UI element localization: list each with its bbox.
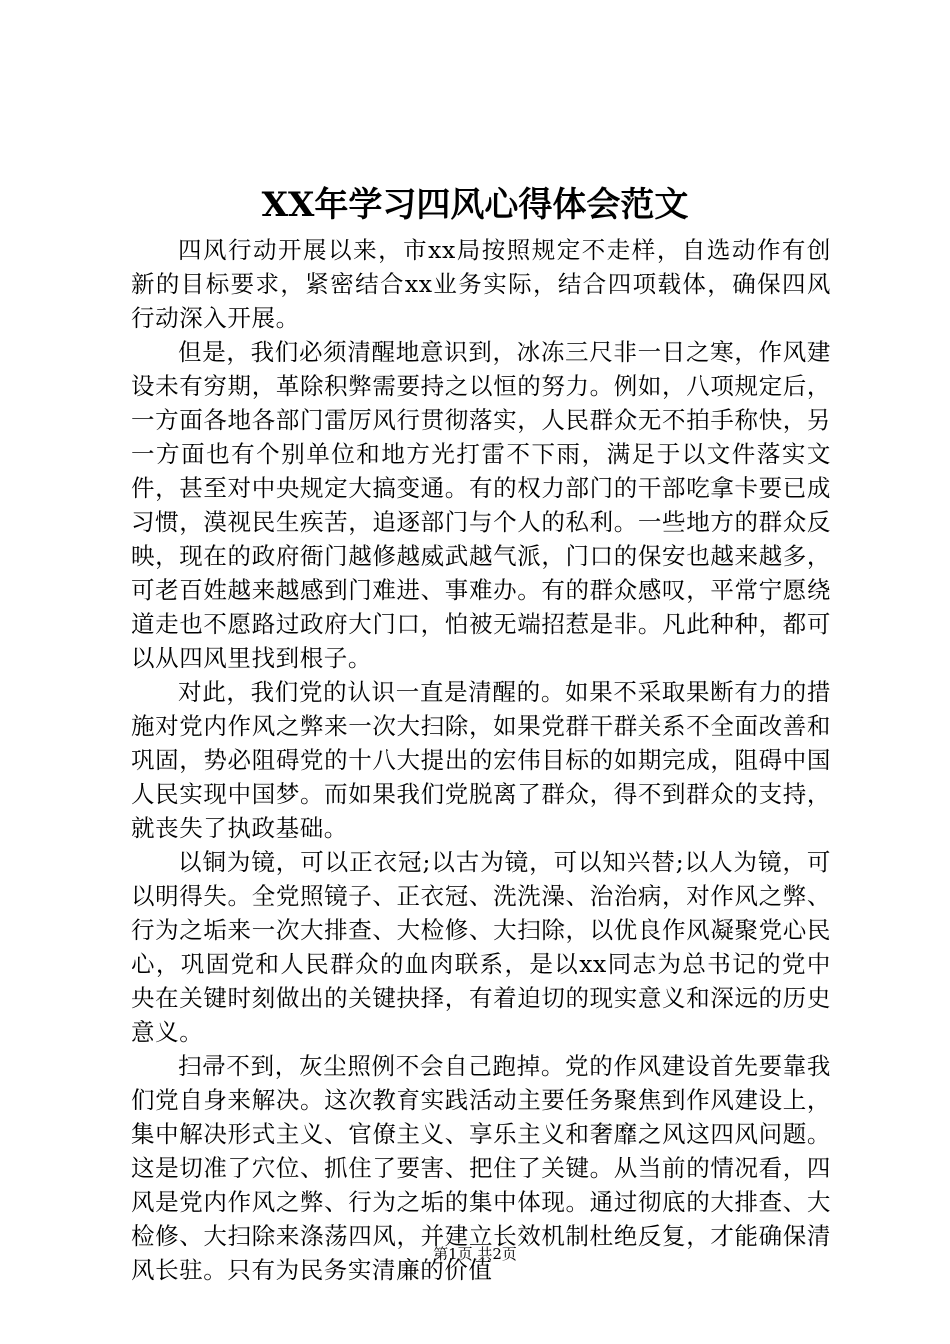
paragraph-2: 但是，我们必须清醒地意识到，冰冻三尺非一日之寒，作风建设未有穷期，革除积弊需要持之以恒的努力。例如，八项规定后，一方面各地各部门雷厉风行贯彻落实，人民群众无不拍手称快，另一方面也有个别单位和地方光打雷不下雨，满足于以文件落实文件，甚至对中央规定大搞变通。有的权力部门的干部吃拿卡要已成习惯，漠视民生疾苦，追逐部门与个人的私利。一些地方的群众反映，现在的政府衙门越修越威武越气派，门口的保安也越来越多，可老百姓越来越感到门难进、事难办。有的群众感叹，平常宁愿绕道走也不愿路过政府大门口，怕被无端招惹是非。凡此种种，都可以从四风里找到根子。: [131, 338, 831, 672]
paragraph-1: 四风行动开展以来，市xx局按照规定不走样，自选动作有创新的目标要求，紧密结合xx业务实际，结合四项载体，确保四风行动深入开展。: [131, 236, 831, 332]
document-body: [131, 233, 831, 1287]
document-title: XX年学习四风心得体会范文: [261, 185, 689, 225]
page-number-footer: 第1页 共2页: [433, 1245, 517, 1263]
paragraph-5: 扫帚不到，灰尘照例不会自己跑掉。党的作风建设首先要靠我们党自身来解决。这次教育实践活动主要任务聚焦到作风建设上，集中解决形式主义、官僚主义、享乐主义和奢靡之风这四风问题。这是切准了穴位、抓住了要害、把住了关键。从当前的情况看，四风是党内作风之弊、行为之垢的集中体现。通过彻底的大排查、大检修、大扫除来涤荡四风，并建立长效机制杜绝反复，才能确保清风长驻。只有为民务实清廉的价值: [131, 1052, 831, 1284]
paragraph-3: 对此，我们党的认识一直是清醒的。如果不采取果断有力的措施对党内作风之弊来一次大扫除，如果党群干群关系不全面改善和巩固，势必阻碍党的十八大提出的宏伟目标的如期完成，阻碍中国人民实现中国梦。而如果我们党脱离了群众，得不到群众的支持，就丧失了执政基础。: [131, 678, 831, 842]
paragraph-4: 以铜为镜，可以正衣冠;以古为镜，可以知兴替;以人为镜，可以明得失。全党照镜子、正衣冠、洗洗澡、治治病，对作风之弊、行为之垢来一次大排查、大检修、大扫除，以优良作风凝聚党心民心，巩固党和人民群众的血肉联系，是以xx同志为总书记的党中央在关键时刻做出的关键抉择，有着迫切的现实意义和深远的历史意义。: [131, 848, 831, 1046]
